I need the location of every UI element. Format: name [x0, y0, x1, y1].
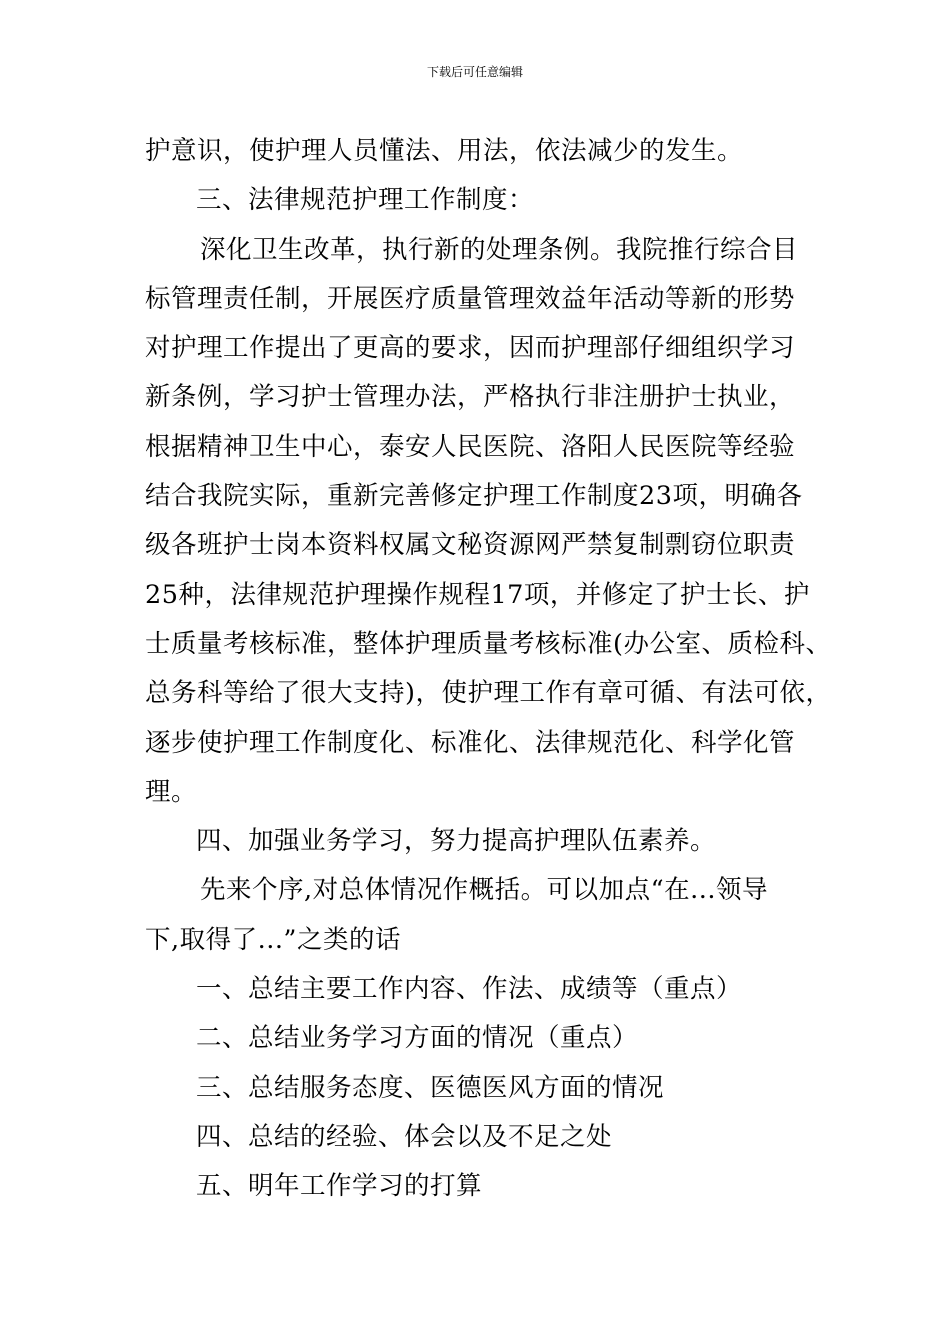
body-line: 深化卫生改革，执行新的处理条例。我院推行综合目 [200, 234, 799, 265]
section-heading: 三、法律规范护理工作制度： [196, 185, 535, 216]
list-item: 四、总结的经验、体会以及不足之处 [196, 1121, 613, 1152]
body-line: 对护理工作提出了更高的要求，因而护理部仔细组织学习 [145, 333, 796, 364]
body-line: 士质量考核标准，整体护理质量考核标准(办公室、质检科、 [145, 628, 832, 659]
body-line: 新条例，学习护士管理办法，严格执行非注册护士执业， [145, 382, 796, 413]
body-line: 理。 [145, 776, 198, 807]
body-line: 下,取得了...”之类的话 [145, 924, 401, 955]
list-item: 五、明年工作学习的打算 [196, 1171, 483, 1202]
body-line: 结合我院实际，重新完善修定护理工作制度23项，明确各 [145, 481, 803, 512]
body-line: 护意识，使护理人员懂法、用法，依法减少的发生。 [145, 136, 744, 166]
body-line: 先来个序,对总体情况作概括。可以加点“在...领导 [200, 875, 768, 906]
body-line: 标管理责任制，开展医疗质量管理效益年活动等新的形势 [145, 283, 796, 314]
list-item: 二、总结业务学习方面的情况（重点） [196, 1023, 639, 1054]
list-item: 一、总结主要工作内容、作法、成绩等（重点） [196, 974, 743, 1005]
list-item: 三、总结服务态度、医德医风方面的情况 [196, 1072, 665, 1103]
section-heading: 四、加强业务学习，努力提高护理队伍素养。 [196, 826, 717, 857]
body-line: 25种，法律规范护理操作规程17项，并修定了护士长、护 [145, 579, 810, 610]
body-line: 逐步使护理工作制度化、标准化、法律规范化、科学化管 [145, 727, 796, 758]
document-body [145, 127, 835, 1212]
body-line: 根据精神卫生中心，泰安人民医院、洛阳人民医院等经验 [145, 431, 796, 462]
body-line: 级各班护士岗本资料权属文秘资源网严禁复制剽窃位职责 [145, 530, 796, 561]
page-header: 下载后可任意编辑 [426, 65, 523, 79]
body-line: 总务科等给了很大支持)，使护理工作有章可循、有法可依， [145, 678, 832, 709]
